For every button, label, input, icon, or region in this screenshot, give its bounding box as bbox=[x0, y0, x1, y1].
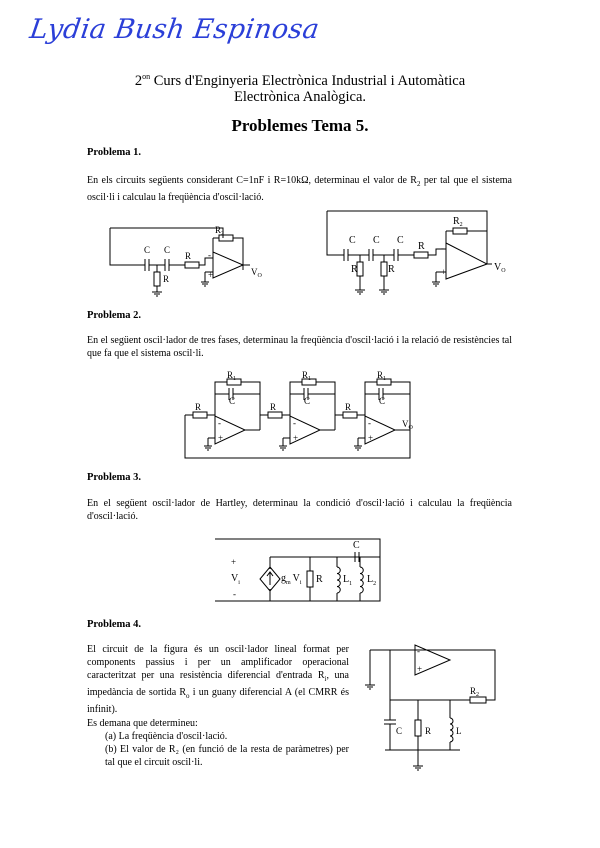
label-c: C bbox=[304, 396, 311, 406]
svg-text:-: - bbox=[368, 418, 371, 428]
page-title: Problemes Tema 5. bbox=[231, 116, 369, 135]
stage-1 bbox=[185, 370, 260, 450]
opamp-1a bbox=[213, 252, 243, 278]
label-r: R bbox=[316, 574, 323, 585]
label-r1: $R_1$ bbox=[377, 370, 387, 382]
plus-sign: + bbox=[231, 557, 237, 567]
label-r: R bbox=[195, 402, 202, 412]
label-c: C bbox=[397, 235, 404, 246]
label-r2: $R_2$ bbox=[215, 225, 225, 237]
label-gm-vi: $g_m$ $V_i$ bbox=[281, 573, 302, 586]
stage-2 bbox=[260, 370, 335, 450]
svg-text:+: + bbox=[218, 433, 224, 443]
circuit-1a bbox=[105, 220, 275, 300]
label-vo: $V_O$ bbox=[402, 419, 413, 431]
svg-text:-: - bbox=[417, 646, 420, 656]
problem-2-heading: Problema 2. bbox=[87, 310, 142, 321]
minus-sign: - bbox=[441, 243, 444, 253]
label-r: R bbox=[351, 264, 358, 275]
problem-3-heading: Problema 3. bbox=[87, 472, 142, 483]
stage-3 bbox=[335, 370, 410, 450]
circuit-4 bbox=[370, 640, 520, 780]
label-vi: $V_i$ bbox=[231, 573, 240, 586]
svg-text:-: - bbox=[218, 418, 221, 428]
problem-1-text: En els circuits següents considerant C=1nF i R=10kΩ, determinau el valor de $R_2$ per tal que el sistema oscil·li i calculau la freqüència d'oscil·lació. bbox=[87, 175, 512, 203]
problem-2-text: En el següent oscil·lador de tres fases, determinau la freqüència d'oscil·lació i la relació de resistències tal que fa que el sistema oscil·li. bbox=[87, 335, 512, 359]
label-r: R bbox=[270, 402, 277, 412]
svg-text:+: + bbox=[293, 433, 299, 443]
label-l: L bbox=[456, 726, 462, 736]
label-r1: $R_1$ bbox=[302, 370, 312, 382]
problem-4-text: El circuit de la figura és un oscil·lador lineal format per components passius i per un amplificador operacional caracteritzat per una resistència diferencial d'entrada $R_i$, una impedància de sortida $R_o$ i un guany diferencial A (el CMRR és infinit). bbox=[87, 644, 349, 715]
circuit-1b bbox=[322, 208, 522, 303]
label-r2: $R_2$ bbox=[470, 686, 480, 698]
label-r: R bbox=[418, 241, 425, 252]
svg-text:-: - bbox=[293, 418, 296, 428]
label-c: C bbox=[353, 540, 360, 551]
label-l1: $L_1$ bbox=[343, 574, 353, 587]
course-header: $2^{on}$ Curs d'Enginyeria Electrònica Industrial i Automàtica bbox=[134, 72, 466, 89]
label-r: R bbox=[185, 251, 192, 261]
label-c: C bbox=[379, 396, 386, 406]
label-r: R bbox=[345, 402, 352, 412]
label-c: C bbox=[229, 396, 236, 406]
svg-text:+: + bbox=[368, 433, 374, 443]
label-c: C bbox=[144, 245, 151, 255]
minus-sign: - bbox=[208, 250, 211, 260]
label-l2: $L_2$ bbox=[367, 574, 377, 587]
label-c: C bbox=[164, 245, 171, 255]
plus-sign: + bbox=[441, 267, 447, 277]
label-r1: $R_1$ bbox=[227, 370, 237, 382]
label-r: R bbox=[388, 264, 395, 275]
problem-4-item-a: (a) La freqüència d'oscil·lació. bbox=[105, 731, 228, 742]
svg-text:+: + bbox=[417, 664, 423, 674]
label-r: R bbox=[425, 726, 432, 736]
plus-sign: + bbox=[208, 270, 214, 280]
minus-sign: - bbox=[233, 589, 236, 599]
circuit-2 bbox=[180, 372, 420, 462]
label-r2: $R_2$ bbox=[453, 216, 463, 228]
problem-1-heading: Problema 1. bbox=[87, 147, 142, 158]
label-vo: $V_O$ bbox=[494, 262, 506, 274]
problem-4-heading: Problema 4. bbox=[87, 619, 142, 630]
opamp-1b bbox=[446, 243, 487, 279]
problem-3-text: En el següent oscil·lador de Hartley, determinau la condició d'oscil·lació i calculau la freqüència d'oscil·lació. bbox=[87, 498, 512, 522]
label-c: C bbox=[349, 235, 356, 246]
handwritten-signature: Lydia Bush Espinosa bbox=[27, 14, 322, 45]
subject-header: Electrònica Analògica. bbox=[233, 89, 367, 105]
circuit-3 bbox=[215, 537, 395, 605]
problem-4-item-b: (b) El valor de R₂ (en funció de la resta de paràmetres) per tal que el circuit oscil·li. bbox=[105, 744, 349, 768]
label-r: R bbox=[163, 274, 170, 284]
label-c: C bbox=[396, 726, 403, 736]
problem-4-ask: Es demana que determineu: bbox=[87, 718, 198, 729]
label-c: C bbox=[373, 235, 380, 246]
label-vo: $V_O$ bbox=[251, 267, 262, 279]
